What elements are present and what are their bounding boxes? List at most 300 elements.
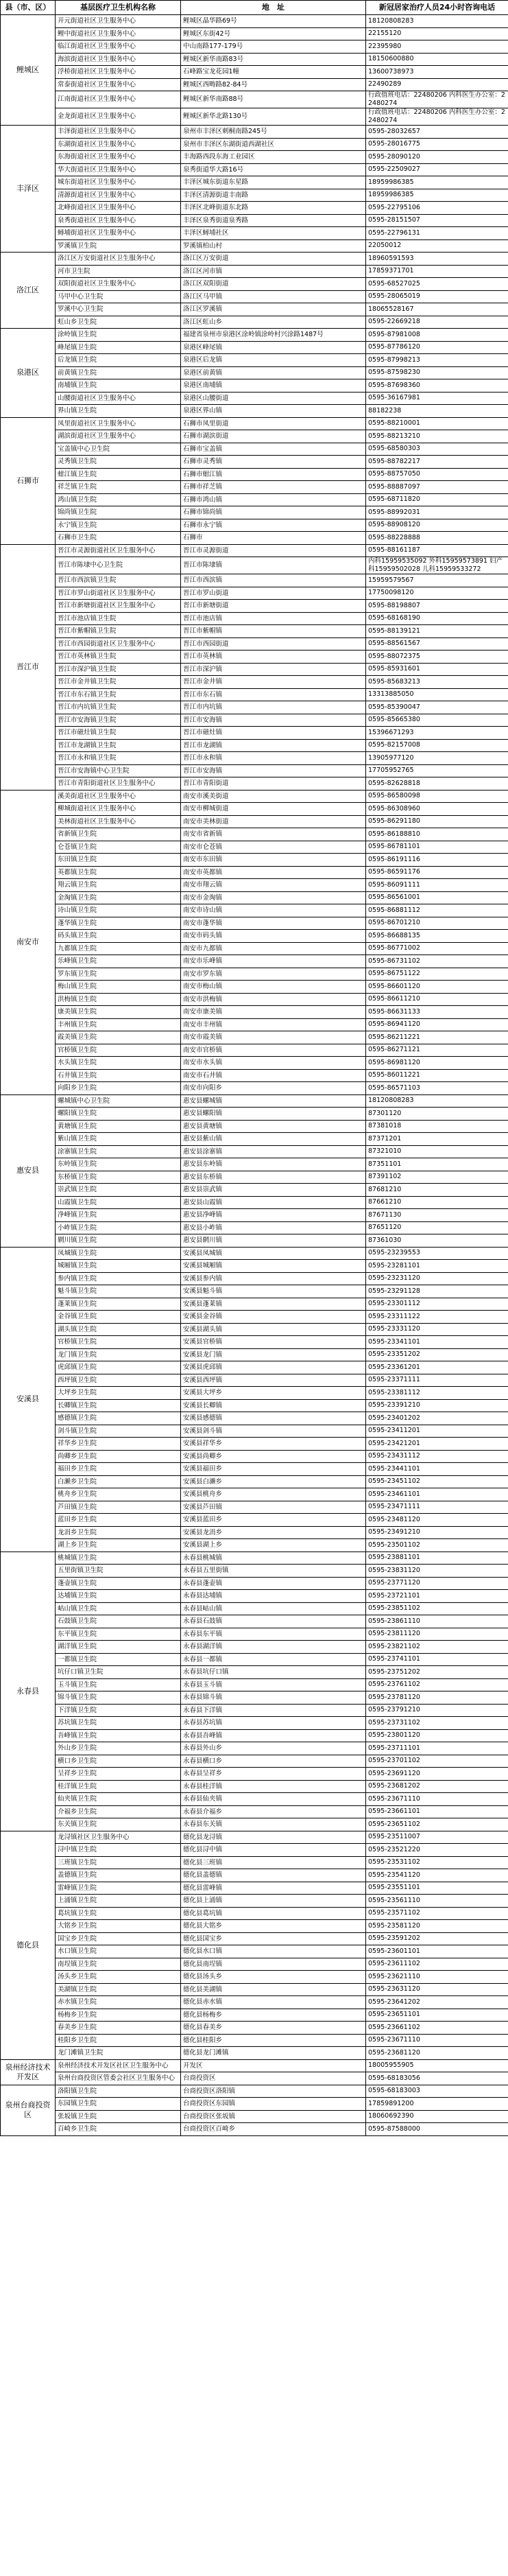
table-row <box>1 151 508 164</box>
phone-cell: 0595-23661102 <box>366 2022 508 2035</box>
phone-cell: 0595-86688135 <box>366 930 508 943</box>
institution-cell: 龙门镇卫生院 <box>56 1348 181 1361</box>
address-cell: 惠安县小岞镇 <box>181 1221 366 1234</box>
header-phone: 新冠居家治疗人员24小时咨询电话 <box>366 1 508 15</box>
institution-cell: 洪梅镇卫生院 <box>56 993 181 1006</box>
table-row <box>1 651 508 664</box>
address-cell: 德化县赤水镇 <box>181 1996 366 2009</box>
phone-cell: 18065528167 <box>366 303 508 316</box>
address-cell: 安溪县尚卿乡 <box>181 1450 366 1463</box>
institution-cell: 晋江市磁灶镇卫生院 <box>56 727 181 740</box>
table-row <box>1 303 508 316</box>
table-row <box>1 163 508 176</box>
address-cell: 南安市向阳乡 <box>181 1082 366 1095</box>
phone-cell: 0595-23761102 <box>366 1678 508 1691</box>
institution-cell: 杨梅乡卫生院 <box>56 2009 181 2022</box>
phone-cell: 0595-23601101 <box>366 1945 508 1958</box>
phone-cell: 0595-23661101 <box>366 1805 508 1818</box>
address-cell: 安溪县虎邱镇 <box>181 1361 366 1374</box>
institution-cell: 锦斗镇卫生院 <box>56 1691 181 1705</box>
table-row <box>1 1234 508 1248</box>
institution-cell: 感德镇卫生院 <box>56 1412 181 1425</box>
institution-cell: 晋江市青阳街道社区卫生服务中心 <box>56 777 181 791</box>
institution-cell: 湖头镇卫生院 <box>56 1323 181 1336</box>
institution-cell: 泉州台商投资区管委会社区卫生服务中心 <box>56 2072 181 2085</box>
phone-cell: 0595-88139121 <box>366 625 508 638</box>
table-row <box>1 1120 508 1133</box>
institution-cell: 开元街道社区卫生服务中心 <box>56 15 181 28</box>
address-cell: 泉州市丰泽区刺桐南路245号 <box>181 126 366 139</box>
institution-cell: 英都镇卫生院 <box>56 866 181 879</box>
table-row <box>1 1895 508 1908</box>
institution-cell: 晋江市英林镇卫生院 <box>56 651 181 664</box>
institution-cell: 官桥镇卫生院 <box>56 1336 181 1349</box>
phone-cell: 17750098120 <box>366 587 508 600</box>
address-cell: 德化县南埕镇 <box>181 1958 366 1971</box>
institution-cell: 水口镇卫生院 <box>56 1945 181 1958</box>
table-row <box>1 752 508 765</box>
table-row <box>1 1882 508 1895</box>
table-row <box>1 329 508 342</box>
table-row <box>1 189 508 202</box>
phone-cell: 0595-23631120 <box>366 1983 508 1996</box>
phone-cell: 0595-28032657 <box>366 126 508 139</box>
institution-cell: 湖洋镇卫生院 <box>56 1641 181 1654</box>
address-cell: 泉州市丰泽区东湖街道西湖社区 <box>181 138 366 151</box>
phone-cell: 0595-23731102 <box>366 1717 508 1730</box>
institution-cell: 山腰街道社区卫生服务中心 <box>56 392 181 405</box>
phone-cell: 0595-23831120 <box>366 1565 508 1578</box>
institution-cell: 晋江市安海镇中心卫生院 <box>56 764 181 777</box>
table-row <box>1 917 508 930</box>
table-row <box>1 1856 508 1869</box>
address-cell: 晋江市英林镇 <box>181 651 366 664</box>
table-row <box>1 930 508 943</box>
table-row <box>1 253 508 266</box>
institution-cell: 桃城镇卫生院 <box>56 1552 181 1565</box>
institution-cell: 魁斗镇卫生院 <box>56 1285 181 1298</box>
table-row <box>1 879 508 892</box>
table-row <box>1 417 508 430</box>
table-row <box>1 1311 508 1324</box>
table-row <box>1 1793 508 1806</box>
table-row <box>1 1577 508 1590</box>
county-cell: 丰泽区 <box>1 126 56 253</box>
phone-cell: 87301120 <box>366 1108 508 1121</box>
institution-cell: 涂岭镇卫生院 <box>56 329 181 342</box>
address-cell: 石狮市祥芝镇 <box>181 481 366 494</box>
county-cell: 永春县 <box>1 1552 56 1831</box>
phone-cell: 0595-22509027 <box>366 163 508 176</box>
institution-cell: 双阳街道社区卫生服务中心 <box>56 278 181 291</box>
address-cell: 晋江市灵源街道 <box>181 544 366 557</box>
table-row <box>1 1006 508 1019</box>
address-cell: 永春县呈祥乡 <box>181 1768 366 1781</box>
table-row <box>1 688 508 701</box>
table-row <box>1 1704 508 1717</box>
table-row <box>1 1336 508 1349</box>
phone-cell: 0595-23711101 <box>366 1742 508 1755</box>
phone-cell: 0595-23481120 <box>366 1514 508 1527</box>
address-cell: 晋江市紫帽镇 <box>181 625 366 638</box>
address-cell: 安溪县龙门镇 <box>181 1348 366 1361</box>
address-cell: 永春县岵山镇 <box>181 1602 366 1615</box>
table-row <box>1 2009 508 2022</box>
address-cell: 泉港区界山镇 <box>181 405 366 418</box>
table-row <box>1 625 508 638</box>
phone-cell: 0595-23881101 <box>366 1552 508 1565</box>
address-cell: 洛江区虹山乡 <box>181 316 366 329</box>
address-cell: 晋江市新塘街道 <box>181 600 366 613</box>
table-row <box>1 1057 508 1070</box>
address-cell: 石狮市灵秀镇 <box>181 456 366 469</box>
address-cell: 南安市罗东镇 <box>181 968 366 981</box>
address-cell: 德化县龙门滩镇 <box>181 2047 366 2060</box>
table-row <box>1 316 508 329</box>
table-row <box>1 1044 508 1057</box>
address-cell: 南安市英都镇 <box>181 866 366 879</box>
institution-cell: 晋江市罗山街道社区卫生服务中心 <box>56 587 181 600</box>
phone-cell: 88182238 <box>366 405 508 418</box>
table-row <box>1 1361 508 1374</box>
address-cell: 德化县美湖镇 <box>181 1983 366 1996</box>
table-row <box>1 2072 508 2085</box>
address-cell: 南安市乐峰镇 <box>181 955 366 968</box>
phone-cell: 18120808283 <box>366 1094 508 1108</box>
address-cell: 晋江市内坑镇 <box>181 701 366 714</box>
phone-cell: 0595-23571102 <box>366 1907 508 1920</box>
table-row <box>1 1920 508 1933</box>
institution-cell: 吾峰镇卫生院 <box>56 1729 181 1742</box>
address-cell: 安溪县长卿镇 <box>181 1399 366 1412</box>
table-row <box>1 1285 508 1298</box>
table-row <box>1 1565 508 1578</box>
phone-cell: 18060692390 <box>366 2110 508 2123</box>
table-row <box>1 1590 508 1603</box>
address-cell: 安溪县湖头镇 <box>181 1323 366 1336</box>
address-cell: 安溪县凤城镇 <box>181 1247 366 1260</box>
phone-cell: 0595-23301112 <box>366 1298 508 1311</box>
table-row <box>1 214 508 227</box>
institution-cell: 东关镇卫生院 <box>56 1818 181 1831</box>
address-cell: 台商投资区洛阳镇 <box>181 2085 366 2098</box>
institution-cell: 仑苍镇卫生院 <box>56 841 181 854</box>
table-row <box>1 2047 508 2060</box>
table-row <box>1 854 508 867</box>
county-cell: 鲤城区 <box>1 15 56 126</box>
table-row <box>1 1145 508 1158</box>
address-cell: 永春县外山乡 <box>181 1742 366 1755</box>
phone-cell: 0595-28151507 <box>366 214 508 227</box>
phone-cell: 87321010 <box>366 1145 508 1158</box>
institution-cell: 河市卫生院 <box>56 265 181 278</box>
address-cell: 惠安县崇武镇 <box>181 1184 366 1197</box>
institution-cell: 晋江市西滨镇卫生院 <box>56 574 181 587</box>
phone-cell: 0595-86191116 <box>366 854 508 867</box>
header-address: 地 址 <box>181 1 366 15</box>
phone-cell: 0595-23671110 <box>366 2034 508 2047</box>
institution-cell: 葛坑镇卫生院 <box>56 1907 181 1920</box>
institution-cell: 净峰镇卫生院 <box>56 1209 181 1222</box>
table-row <box>1 1412 508 1425</box>
institution-cell: 晋江市池店镇卫生院 <box>56 612 181 625</box>
institution-cell: 辋川镇卫生院 <box>56 1234 181 1248</box>
institution-cell: 城厢镇卫生院 <box>56 1260 181 1273</box>
address-cell: 石峰路宝龙花园1幢 <box>181 66 366 79</box>
institution-cell: 上涌镇卫生院 <box>56 1895 181 1908</box>
phone-cell: 0595-88782217 <box>366 456 508 469</box>
address-cell: 永春县东关镇 <box>181 1818 366 1831</box>
address-cell: 安溪县龙涓乡 <box>181 1526 366 1539</box>
institution-cell: 马甲中心卫生院 <box>56 290 181 303</box>
address-cell: 南安市仑苍镇 <box>181 841 366 854</box>
address-cell: 南安市官桥镇 <box>181 1044 366 1057</box>
phone-cell: 0595-23681120 <box>366 2047 508 2060</box>
phone-cell: 0595-28065019 <box>366 290 508 303</box>
institution-cell: 小岞镇卫生院 <box>56 1221 181 1234</box>
institution-cell: 盖德镇卫生院 <box>56 1869 181 1882</box>
table-row <box>1 138 508 151</box>
institution-cell: 宝盖镇中心卫生院 <box>56 443 181 456</box>
table-row <box>1 2034 508 2047</box>
address-cell: 石狮市宝盖镇 <box>181 443 366 456</box>
phone-cell: 0595-88561567 <box>366 637 508 651</box>
table-row <box>1 1438 508 1451</box>
institution-cell: 介福乡卫生院 <box>56 1805 181 1818</box>
phone-cell: 0595-23751202 <box>366 1666 508 1679</box>
phone-cell: 0595-88228888 <box>366 532 508 545</box>
institution-cell: 东平镇卫生院 <box>56 1628 181 1641</box>
address-cell: 南安市溪美街道 <box>181 790 366 803</box>
address-cell: 永春县横口乡 <box>181 1755 366 1768</box>
phone-cell: 0595-23651101 <box>366 2009 508 2022</box>
address-cell: 鲤城区新华南路88号 <box>181 91 366 108</box>
table-row <box>1 1082 508 1095</box>
table-row <box>1 468 508 481</box>
address-cell: 永春县五里街镇 <box>181 1565 366 1578</box>
institution-cell: 岵山镇卫生院 <box>56 1602 181 1615</box>
table-row <box>1 2098 508 2111</box>
phone-cell: 0595-86751122 <box>366 968 508 981</box>
address-cell: 丰泽区城东街道东星路 <box>181 176 366 189</box>
phone-cell: 0595-88213210 <box>366 430 508 443</box>
table-row <box>1 1323 508 1336</box>
phone-cell: 0595-86580098 <box>366 790 508 803</box>
institution-cell: 晋江市紫帽镇卫生院 <box>56 625 181 638</box>
institution-cell: 码头镇卫生院 <box>56 930 181 943</box>
table-row <box>1 456 508 469</box>
phone-cell: 0595-23341101 <box>366 1336 508 1349</box>
table-row <box>1 108 508 126</box>
phone-cell: 0595-23811120 <box>366 1628 508 1641</box>
institution-cell: 龙涓乡卫生院 <box>56 1526 181 1539</box>
institution-cell: 浔中镇卫生院 <box>56 1844 181 1857</box>
address-cell: 惠安县净峰镇 <box>181 1209 366 1222</box>
institution-cell: 剑斗镇卫生院 <box>56 1425 181 1438</box>
institution-cell: 鸿山镇卫生院 <box>56 493 181 506</box>
institution-cell: 湖上乡卫生院 <box>56 1539 181 1552</box>
phone-cell: 0595-36167981 <box>366 392 508 405</box>
phone-cell: 0595-23451102 <box>366 1475 508 1488</box>
institution-cell: 九都镇卫生院 <box>56 942 181 955</box>
table-row <box>1 1932 508 1945</box>
address-cell: 惠安县螺阳镇 <box>181 1108 366 1121</box>
phone-cell: 0595-86981120 <box>366 1057 508 1070</box>
address-cell: 惠安县螺城镇 <box>181 1094 366 1108</box>
institution-cell: 桃舟乡卫生院 <box>56 1488 181 1501</box>
phone-cell: 0595-82157008 <box>366 739 508 752</box>
phone-cell: 17705952765 <box>366 764 508 777</box>
phone-cell: 0595-23611102 <box>366 1958 508 1971</box>
address-cell: 晋江市深沪镇 <box>181 663 366 676</box>
institution-cell: 晋江市龙湖镇卫生院 <box>56 739 181 752</box>
phone-cell: 0595-23441101 <box>366 1463 508 1476</box>
institution-cell: 横口乡卫生院 <box>56 1755 181 1768</box>
institution-cell: 桂阳乡卫生院 <box>56 2034 181 2047</box>
institution-cell: 凤城镇卫生院 <box>56 1247 181 1260</box>
institution-cell: 诗山镇卫生院 <box>56 904 181 917</box>
address-cell: 石狮市鸿山镇 <box>181 493 366 506</box>
phone-cell: 0595-86188810 <box>366 828 508 841</box>
table-row <box>1 841 508 854</box>
table-row <box>1 1450 508 1463</box>
address-cell: 鲤城区新华南路83号 <box>181 53 366 66</box>
phone-cell: 0595-86611210 <box>366 993 508 1006</box>
phone-cell: 0595-23461101 <box>366 1488 508 1501</box>
institution-cell: 长卿镇卫生院 <box>56 1399 181 1412</box>
phone-cell: 0595-23641202 <box>366 1996 508 2009</box>
institution-cell: 翔云镇卫生院 <box>56 879 181 892</box>
address-cell: 南安市诗山镇 <box>181 904 366 917</box>
phone-cell: 0595-82628818 <box>366 777 508 791</box>
phone-cell: 22490289 <box>366 78 508 91</box>
table-row <box>1 1869 508 1882</box>
address-cell: 鲤城区东街42号 <box>181 27 366 40</box>
address-cell: 南安市丰州镇 <box>181 1018 366 1031</box>
table-row <box>1 891 508 904</box>
institution-cell: 溪美街道社区卫生服务中心 <box>56 790 181 803</box>
address-cell: 南安市美林街道 <box>181 815 366 828</box>
table-row <box>1 544 508 557</box>
institution-cell: 灵秀镇卫生院 <box>56 456 181 469</box>
table-row <box>1 405 508 418</box>
table-row <box>1 777 508 791</box>
table-row <box>1 1907 508 1920</box>
institution-cell: 霞美镇卫生院 <box>56 1031 181 1044</box>
table-row <box>1 443 508 456</box>
institution-cell: 晋江市深沪镇卫生院 <box>56 663 181 676</box>
phone-cell: 0595-86308960 <box>366 803 508 816</box>
address-cell: 南安市康美镇 <box>181 1006 366 1019</box>
address-cell: 中山南路177-179号 <box>181 40 366 54</box>
phone-cell: 0595-87786120 <box>366 341 508 354</box>
institution-cell: 石狮市卫生院 <box>56 532 181 545</box>
table-row <box>1 942 508 955</box>
table-row <box>1 506 508 519</box>
phone-cell: 0595-23361201 <box>366 1361 508 1374</box>
institution-cell: 金淘镇卫生院 <box>56 891 181 904</box>
table-row <box>1 481 508 494</box>
institution-cell: 凤里街道社区卫生服务中心 <box>56 417 181 430</box>
phone-cell: 0595-23701102 <box>366 1755 508 1768</box>
institution-cell: 春美乡卫生院 <box>56 2022 181 2035</box>
table-row <box>1 727 508 740</box>
address-cell: 晋江市永和镇 <box>181 752 366 765</box>
table-row <box>1 366 508 379</box>
phone-cell: 87391102 <box>366 1171 508 1184</box>
table-row <box>1 202 508 215</box>
phone-cell: 0595-23281101 <box>366 1260 508 1273</box>
phone-cell: 0595-85931601 <box>366 663 508 676</box>
address-cell: 永春县锦斗镇 <box>181 1691 366 1705</box>
institution-cell: 崇武镇卫生院 <box>56 1184 181 1197</box>
institution-cell: 坑仔口镇卫生院 <box>56 1666 181 1679</box>
institution-cell: 汤头乡卫生院 <box>56 1971 181 1984</box>
institution-cell: 南埔镇卫生院 <box>56 379 181 393</box>
address-cell: 安溪县西坪镇 <box>181 1374 366 1387</box>
phone-cell: 13600738973 <box>366 66 508 79</box>
institution-cell: 晋江市内坑镇卫生院 <box>56 701 181 714</box>
phone-cell: 0595-22795106 <box>366 202 508 215</box>
phone-cell: 13313885050 <box>366 688 508 701</box>
institution-cell: 清源街道社区卫生服务中心 <box>56 189 181 202</box>
phone-cell: 0595-86561001 <box>366 891 508 904</box>
phone-cell: 0595-88198807 <box>366 600 508 613</box>
address-cell: 南安市东田镇 <box>181 854 366 867</box>
table-row <box>1 637 508 651</box>
address-cell: 德化县汤头乡 <box>181 1971 366 1984</box>
phone-cell: 0595-86591176 <box>366 866 508 879</box>
table-row <box>1 1691 508 1705</box>
phone-cell: 17859371701 <box>366 265 508 278</box>
address-cell: 永春县介福乡 <box>181 1805 366 1818</box>
address-cell: 洛江区河市镇 <box>181 265 366 278</box>
county-cell: 南安市 <box>1 790 56 1094</box>
table-row <box>1 1108 508 1121</box>
table-row <box>1 1678 508 1691</box>
phone-cell: 0595-23401202 <box>366 1412 508 1425</box>
institution-cell: 后龙镇卫生院 <box>56 354 181 367</box>
institution-cell: 东桥镇卫生院 <box>56 1171 181 1184</box>
address-cell: 石狮市凤里街道 <box>181 417 366 430</box>
table-row <box>1 1996 508 2009</box>
institution-cell: 大铭乡卫生院 <box>56 1920 181 1933</box>
address-cell: 德化县上涌镇 <box>181 1895 366 1908</box>
institution-cell: 涂寨镇卫生院 <box>56 1145 181 1158</box>
phone-cell: 0595-23511007 <box>366 1831 508 1844</box>
table-row <box>1 1018 508 1031</box>
institution-cell: 省新镇卫生院 <box>56 828 181 841</box>
table-row <box>1 1818 508 1831</box>
address-cell: 石狮市永宁镇 <box>181 519 366 532</box>
county-cell: 安溪县 <box>1 1247 56 1552</box>
phone-cell: 0595-23351202 <box>366 1348 508 1361</box>
address-cell: 开发区 <box>181 2059 366 2072</box>
address-cell: 安溪县大坪乡 <box>181 1387 366 1400</box>
institution-cell: 螺阳镇卫生院 <box>56 1108 181 1121</box>
phone-cell: 18959986385 <box>366 176 508 189</box>
table-row <box>1 1780 508 1793</box>
phone-cell: 0595-68183003 <box>366 2085 508 2098</box>
address-cell: 南安市码头镇 <box>181 930 366 943</box>
table-row <box>1 1602 508 1615</box>
address-cell: 永春县下洋镇 <box>181 1704 366 1717</box>
address-cell: 安溪县蓬莱镇 <box>181 1298 366 1311</box>
phone-cell: 0595-86941120 <box>366 1018 508 1031</box>
phone-cell: 0595-23521220 <box>366 1844 508 1857</box>
phone-cell: 0595-23381112 <box>366 1387 508 1400</box>
address-cell: 南安市梅山镇 <box>181 981 366 994</box>
